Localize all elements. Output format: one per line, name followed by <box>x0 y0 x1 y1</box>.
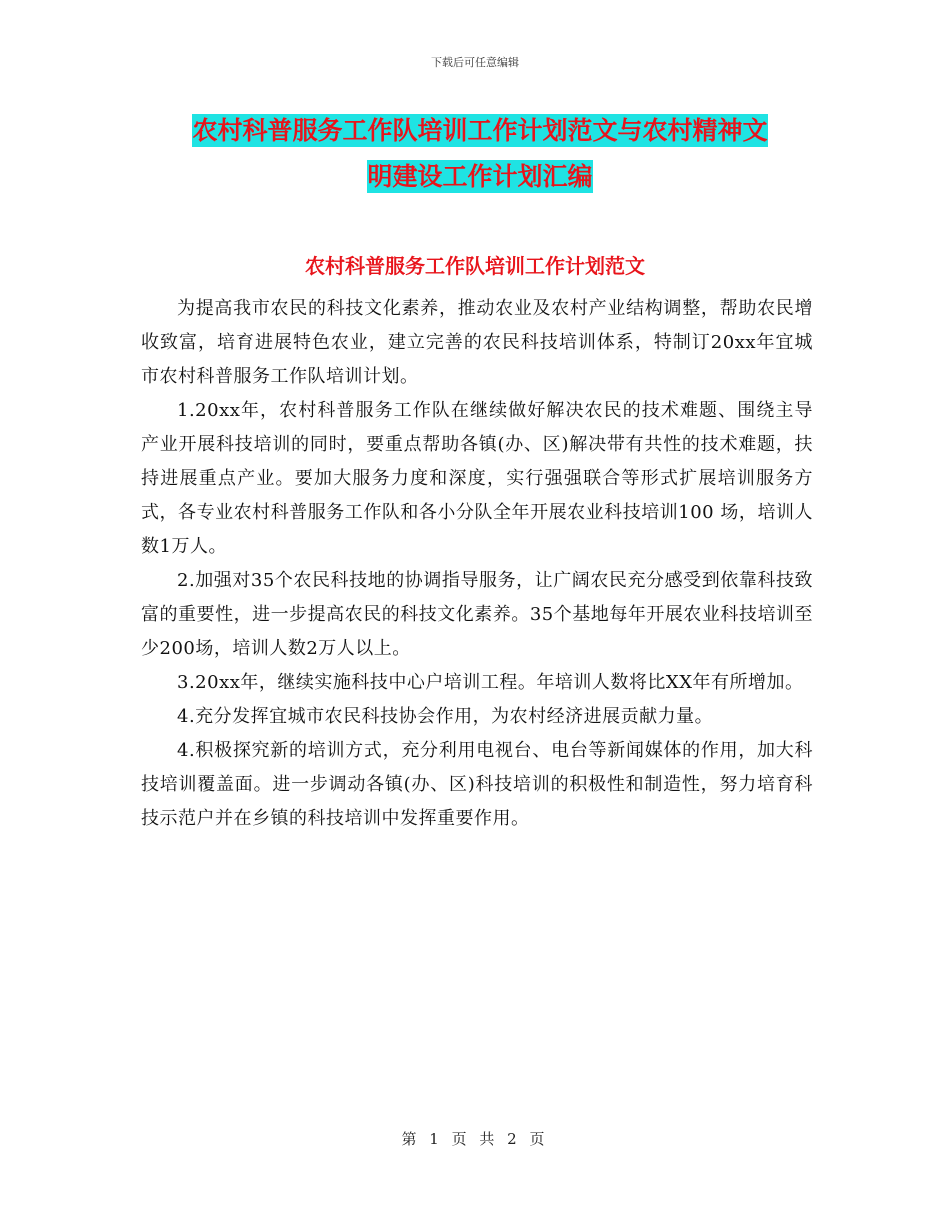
document-title <box>140 108 820 200</box>
page-number-footer: 第 1 页 共 2 页 <box>401 1130 549 1148</box>
paragraph-item-3: 3.20xx年，继续实施科技中心户培训工程。年培训人数将比XX年有所增加。 <box>177 672 804 693</box>
paragraph-item-4a: 4.充分发挥宜城市农民科技协会作用，为农村经济进展贡献力量。 <box>177 706 714 727</box>
paragraph-item-1: 1.20xx年，农村科普服务工作队在继续做好解决农民的技术难题、围绕主导产业开展科技培训的同时，要重点帮助各镇(办、区)解决带有共性的技术难题，扶持进展重点产业。要加大服务力度和深度，实行强强联合等形式扩展培训服务方式，各专业农村科普服务工作队和各小分队全年开展农业科技培训100 场，培训人数1万人。 <box>141 400 813 557</box>
document-title-line-1: 农村科普服务工作队培训工作计划范文与农村精神文 <box>192 116 768 145</box>
page-header-note: 下载后可任意编辑 <box>431 56 519 69</box>
paragraph-intro: 为提高我市农民的科技文化素养，推动农业及农村产业结构调整，帮助农民增收致富，培育进展特色农业，建立完善的农民科技培训体系，特制订20xx年宜城市农村科普服务工作队培训计划。 <box>141 298 813 387</box>
document-body <box>141 292 813 836</box>
paragraph-item-4b: 4.积极探究新的培训方式，充分利用电视台、电台等新闻媒体的作用，加大科技培训覆盖面。进一步调动各镇(办、区)科技培训的积极性和制造性，努力培育科技示范户并在乡镇的科技培训中发挥重要作用。 <box>141 740 813 829</box>
document-title-line-2: 明建设工作计划汇编 <box>367 162 593 191</box>
section-title: 农村科普服务工作队培训工作计划范文 <box>305 254 645 278</box>
paragraph-item-2: 2.加强对35个农民科技地的协调指导服务，让广阔农民充分感受到依靠科技致富的重要性，进一步提高农民的科技文化素养。35个基地每年开展农业科技培训至少200场，培训人数2万人以上。 <box>141 570 813 659</box>
